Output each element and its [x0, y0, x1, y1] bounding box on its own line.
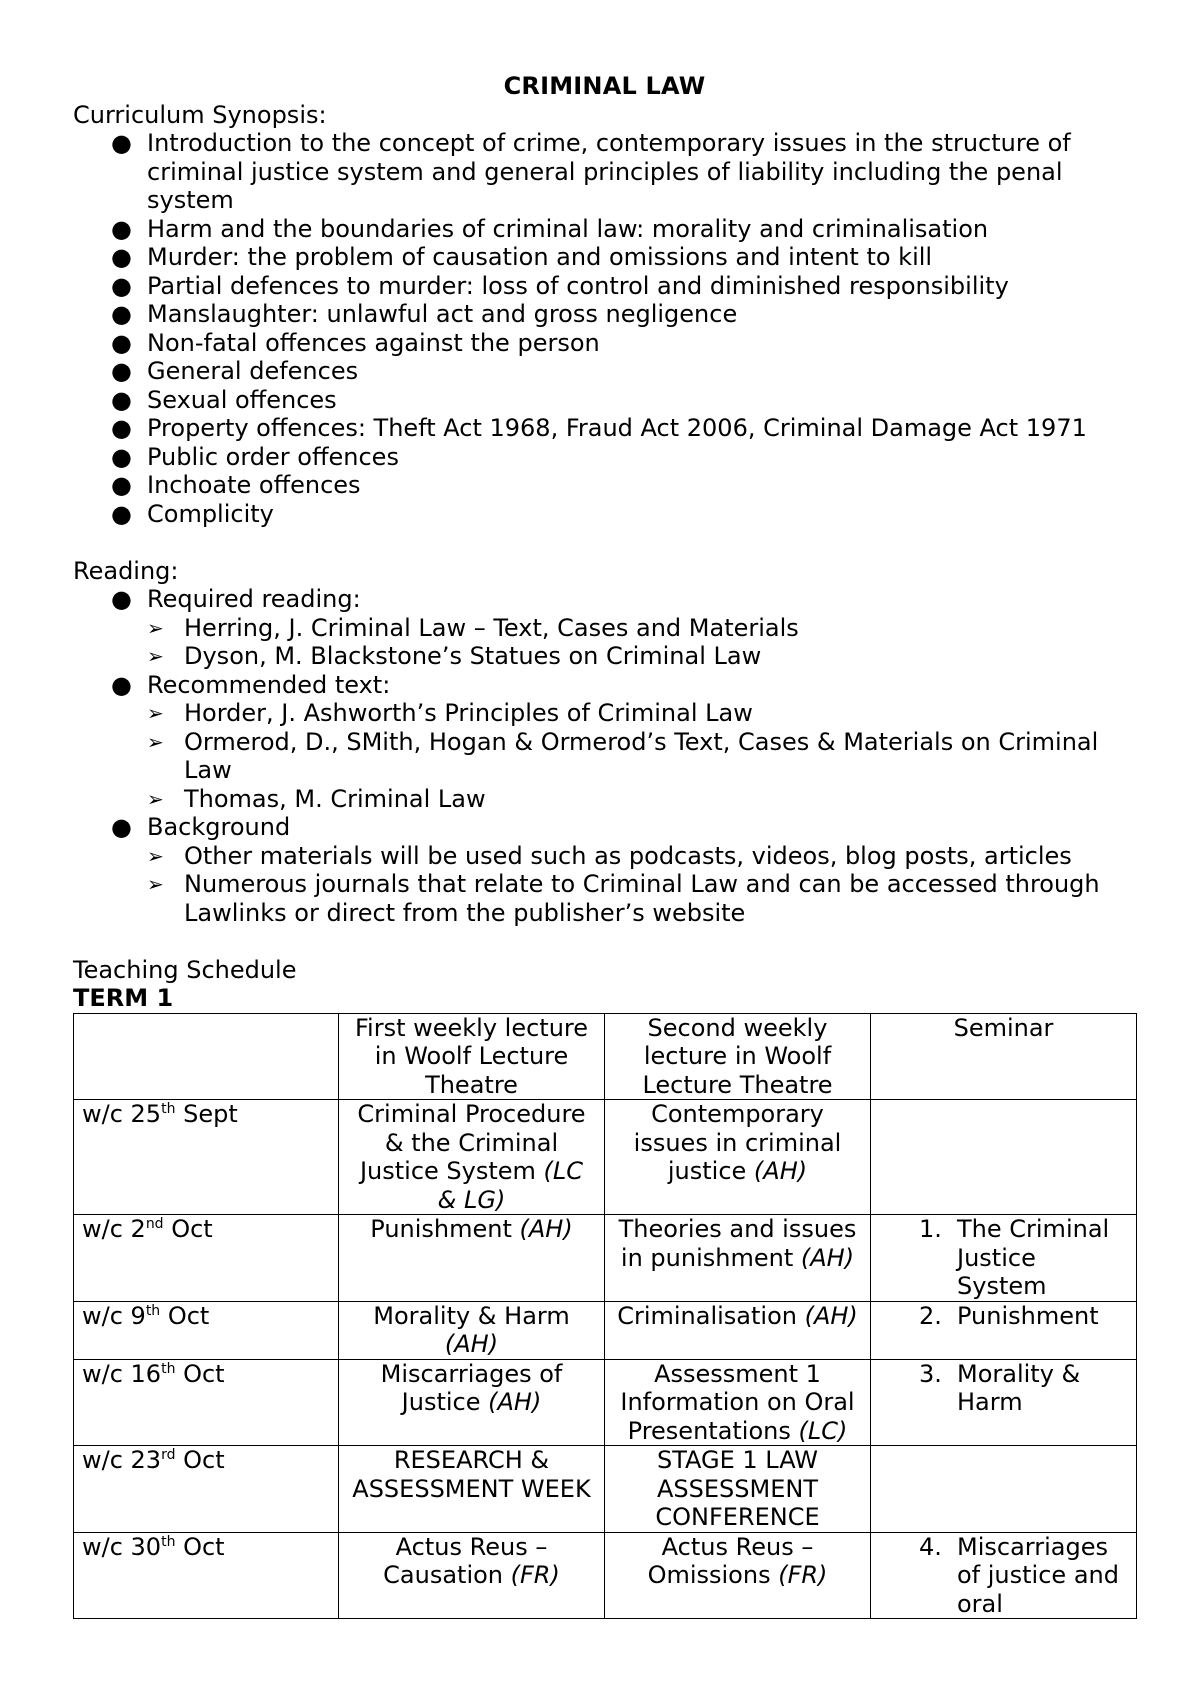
- week-cell: w/c 16th Oct: [74, 1359, 339, 1446]
- lecture-1-cell: Actus Reus – Causation (FR): [339, 1532, 605, 1619]
- seminar-cell: [871, 1100, 1137, 1215]
- reading-group-background: ● Background ➢ Other materials will be used such as podcasts, videos, blog posts, articles ➢ Numerous journals that relate to Criminal Law and can be accessed through Lawlinks or direct from the publisher’s website: [73, 813, 1136, 927]
- seminar-cell: 3. Morality & Harm: [871, 1359, 1137, 1446]
- list-item: ● Murder: the problem of causation and omissions and intent to kill: [111, 243, 933, 271]
- arrow-bullet-icon: ➢: [147, 615, 164, 640]
- required-reading-list: [147, 614, 1136, 671]
- synopsis-label: Curriculum Synopsis:: [73, 100, 327, 129]
- list-item: ● Inchoate offences: [111, 471, 361, 499]
- list-item: ➢ Numerous journals that relate to Criminal Law and can be accessed through Lawlinks or direct from the publisher’s website: [147, 870, 1100, 927]
- table-header-row: [74, 1013, 1137, 1100]
- seminar-cell: 4. Miscarriages of justice and oral: [871, 1532, 1137, 1619]
- reading-group-required: ● Required reading: ➢ Herring, J. Criminal Law – Text, Cases and Materials ➢ Dyson, M. Blackstone’s Statues on Criminal Law: [73, 585, 1136, 671]
- table-row: [74, 1446, 1137, 1533]
- list-item: ● Partial defences to murder: loss of control and diminished responsibility: [111, 271, 1009, 300]
- schedule-label: Teaching Schedule: [73, 955, 297, 984]
- bullet-icon: ●: [111, 385, 132, 414]
- list-item: ● Sexual offences: [111, 385, 337, 414]
- lecture-2-cell: Assessment 1 Information on Oral Presentations (LC): [605, 1359, 871, 1446]
- list-item: ➢ Dyson, M. Blackstone’s Statues on Criminal Law: [147, 642, 762, 670]
- week-cell: w/c 25th Sept: [74, 1100, 339, 1215]
- bullet-icon: ●: [111, 442, 132, 471]
- lecture-2-cell: Actus Reus – Omissions (FR): [605, 1532, 871, 1619]
- list-item: ● Complicity: [111, 499, 274, 528]
- synopsis-list: [73, 129, 1136, 528]
- background-reading-list: [147, 842, 1136, 928]
- list-item: ➢ Horder, J. Ashworth’s Principles of Criminal Law: [147, 699, 753, 727]
- arrow-bullet-icon: ➢: [147, 701, 164, 725]
- bullet-icon: ●: [111, 243, 132, 271]
- bullet-icon: ●: [111, 499, 132, 528]
- header-cell-week: [74, 1013, 339, 1100]
- week-cell: w/c 2nd Oct: [74, 1215, 339, 1302]
- header-cell-lecture-2: Second weekly lecture in Woolf Lecture Theatre: [605, 1013, 871, 1100]
- header-cell-seminar: Seminar: [871, 1013, 1137, 1100]
- arrow-bullet-icon: ➢: [147, 644, 164, 668]
- table-row: [74, 1359, 1137, 1446]
- lecture-2-cell: STAGE 1 LAW ASSESSMENT CONFERENCE: [605, 1446, 871, 1533]
- bullet-icon: ●: [111, 129, 132, 157]
- bullet-icon: ●: [111, 414, 132, 442]
- reading-label: Reading:: [73, 556, 179, 585]
- lecture-1-cell: Criminal Procedure & the Criminal Justice System (LC & LG): [339, 1100, 605, 1215]
- list-item: ➢ Thomas, M. Criminal Law: [147, 784, 486, 813]
- bullet-icon: ●: [111, 214, 132, 243]
- reading-group-recommended: ● Recommended text: ➢ Horder, J. Ashworth’s Principles of Criminal Law ➢ Ormerod, D., SMith, Hogan & Ormerod’s Text, Cases & Materials on Criminal Law ➢ Thomas, M. Criminal Law: [73, 671, 1136, 814]
- list-item: ➢ Ormerod, D., SMith, Hogan & Ormerod’s Text, Cases & Materials on Criminal Law: [147, 727, 1099, 784]
- header-cell-lecture-1: First weekly lecture in Woolf Lecture Theatre: [339, 1013, 605, 1100]
- bullet-icon: ●: [111, 471, 132, 499]
- seminar-cell: [871, 1446, 1137, 1533]
- arrow-bullet-icon: ➢: [147, 843, 164, 868]
- week-cell: w/c 23rd Oct: [74, 1446, 339, 1533]
- recommended-reading-list: [147, 699, 1136, 813]
- bullet-icon: ●: [111, 357, 132, 385]
- document-page: [73, 72, 1136, 1619]
- table-row: [74, 1301, 1137, 1359]
- arrow-bullet-icon: ➢: [147, 786, 164, 811]
- lecture-1-cell: Miscarriages of Justice (AH): [339, 1359, 605, 1446]
- teaching-schedule-table: [73, 1013, 1137, 1620]
- bullet-icon: ●: [111, 300, 132, 328]
- bullet-icon: ●: [111, 271, 132, 300]
- lecture-1-cell: RESEARCH & ASSESSMENT WEEK: [339, 1446, 605, 1533]
- page-title: CRIMINAL LAW: [503, 72, 706, 100]
- table-row: [74, 1215, 1137, 1302]
- list-item: ● General defences: [111, 357, 359, 385]
- list-item: ● Manslaughter: unlawful act and gross negligence: [111, 300, 738, 328]
- list-item: ➢ Other materials will be used such as podcasts, videos, blog posts, articles: [147, 841, 1072, 870]
- term-heading: TERM 1: [73, 984, 174, 1012]
- seminar-cell: 2. Punishment: [871, 1301, 1137, 1359]
- lecture-2-cell: Contemporary issues in criminal justice (AH): [605, 1100, 871, 1215]
- lecture-2-cell: Criminalisation (AH): [605, 1301, 871, 1359]
- bullet-icon: ●: [111, 585, 132, 613]
- reading-list: [73, 585, 1136, 927]
- bullet-icon: ●: [111, 328, 132, 357]
- bullet-icon: ●: [111, 670, 132, 699]
- list-item: ● Property offences: Theft Act 1968, Fraud Act 2006, Criminal Damage Act 1971: [111, 414, 1087, 442]
- seminar-cell: 1. The Criminal Justice System: [871, 1215, 1137, 1302]
- list-item: ➢ Herring, J. Criminal Law – Text, Cases and Materials: [147, 613, 799, 642]
- table-row: [74, 1532, 1137, 1619]
- week-cell: w/c 9th Oct: [74, 1301, 339, 1359]
- list-item: ● Introduction to the concept of crime, contemporary issues in the structure of criminal justice system and general principles of liability including the penal system: [111, 129, 1071, 214]
- table-row: [74, 1100, 1137, 1215]
- bullet-icon: ●: [111, 813, 132, 841]
- lecture-1-cell: Punishment (AH): [339, 1215, 605, 1302]
- lecture-1-cell: Morality & Harm (AH): [339, 1301, 605, 1359]
- list-item: ● Harm and the boundaries of criminal law: morality and criminalisation: [111, 214, 989, 243]
- week-cell: w/c 30th Oct: [74, 1532, 339, 1619]
- lecture-2-cell: Theories and issues in punishment (AH): [605, 1215, 871, 1302]
- list-item: ● Non-fatal offences against the person: [111, 328, 600, 357]
- arrow-bullet-icon: ➢: [147, 729, 164, 754]
- arrow-bullet-icon: ➢: [147, 872, 164, 896]
- list-item: ● Public order offences: [111, 442, 399, 471]
